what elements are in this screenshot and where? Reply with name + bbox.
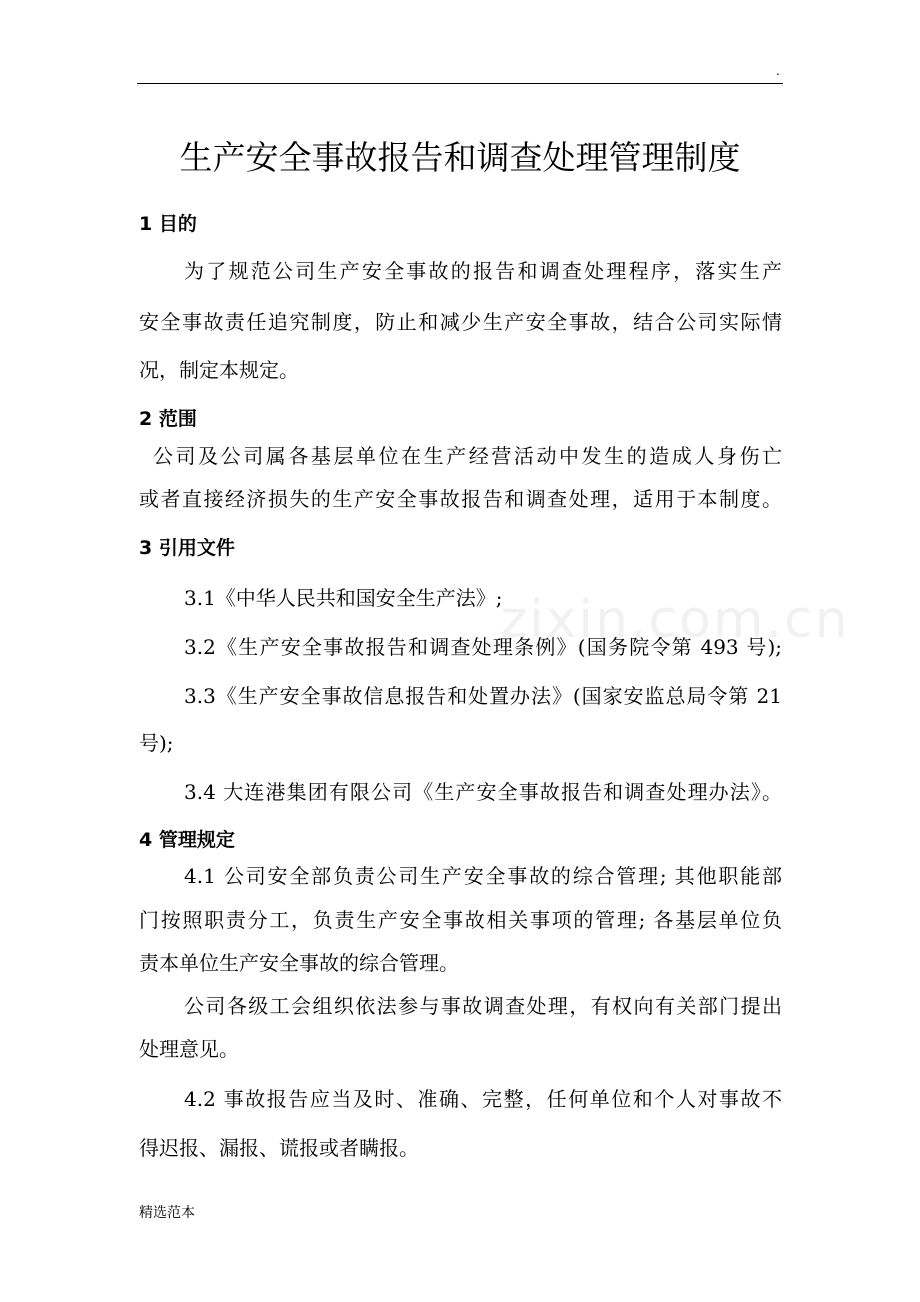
reference-item: 3.1《中华人民共和国安全生产法》; bbox=[184, 586, 503, 610]
reference-item: 3.4 大连港集团有限公司《生产安全事故报告和调查处理办法》。 bbox=[184, 780, 782, 804]
section-heading-purpose: 1 目的 bbox=[139, 213, 197, 235]
management-line: 处理意见。 bbox=[139, 1037, 239, 1061]
header-mark: . bbox=[776, 64, 780, 78]
management-line: 4.1 公司安全部负责公司生产安全事故的综合管理; 其他职能部 bbox=[184, 864, 782, 888]
reference-item: 3.3《生产安全事故信息报告和处置办法》(国家安监总局令第 21 bbox=[184, 684, 782, 708]
management-line: 公司各级工会组织依法参与事故调查处理，有权向有关部门提出 bbox=[184, 994, 782, 1018]
reference-item: 3.2《生产安全事故报告和调查处理条例》(国务院令第 493 号); bbox=[184, 635, 782, 659]
management-line: 4.2 事故报告应当及时、准确、完整，任何单位和个人对事故不 bbox=[184, 1087, 782, 1111]
section-heading-management: 4 管理规定 bbox=[139, 829, 235, 851]
watermark: zixin.com.cn bbox=[500, 590, 850, 650]
scope-line: 公司及公司属各基层单位在生产经营活动中发生的造成人身伤亡 bbox=[153, 444, 782, 468]
purpose-line: 安全事故责任追究制度，防止和减少生产安全事故，结合公司实际情 bbox=[139, 310, 782, 334]
management-line: 责本单位生产安全事故的综合管理。 bbox=[139, 951, 459, 975]
reference-item-continued: 号); bbox=[139, 731, 174, 755]
section-heading-references: 3 引用文件 bbox=[139, 537, 235, 559]
purpose-line: 为了规范公司生产安全事故的报告和调查处理程序，落实生产 bbox=[184, 259, 782, 283]
management-line: 得迟报、漏报、谎报或者瞒报。 bbox=[139, 1136, 419, 1160]
document-title: 生产安全事故报告和调查处理管理制度 bbox=[179, 138, 741, 177]
scope-line: 或者直接经济损失的生产安全事故报告和调查处理，适用于本制度。 bbox=[139, 487, 782, 511]
section-heading-scope: 2 范围 bbox=[139, 408, 197, 430]
management-line: 门按照职责分工，负责生产安全事故相关事项的管理; 各基层单位负 bbox=[139, 908, 782, 932]
footer-label: 精选范本 bbox=[139, 1205, 195, 1221]
header-rule bbox=[137, 83, 783, 84]
purpose-line: 况，制定本规定。 bbox=[139, 358, 299, 382]
